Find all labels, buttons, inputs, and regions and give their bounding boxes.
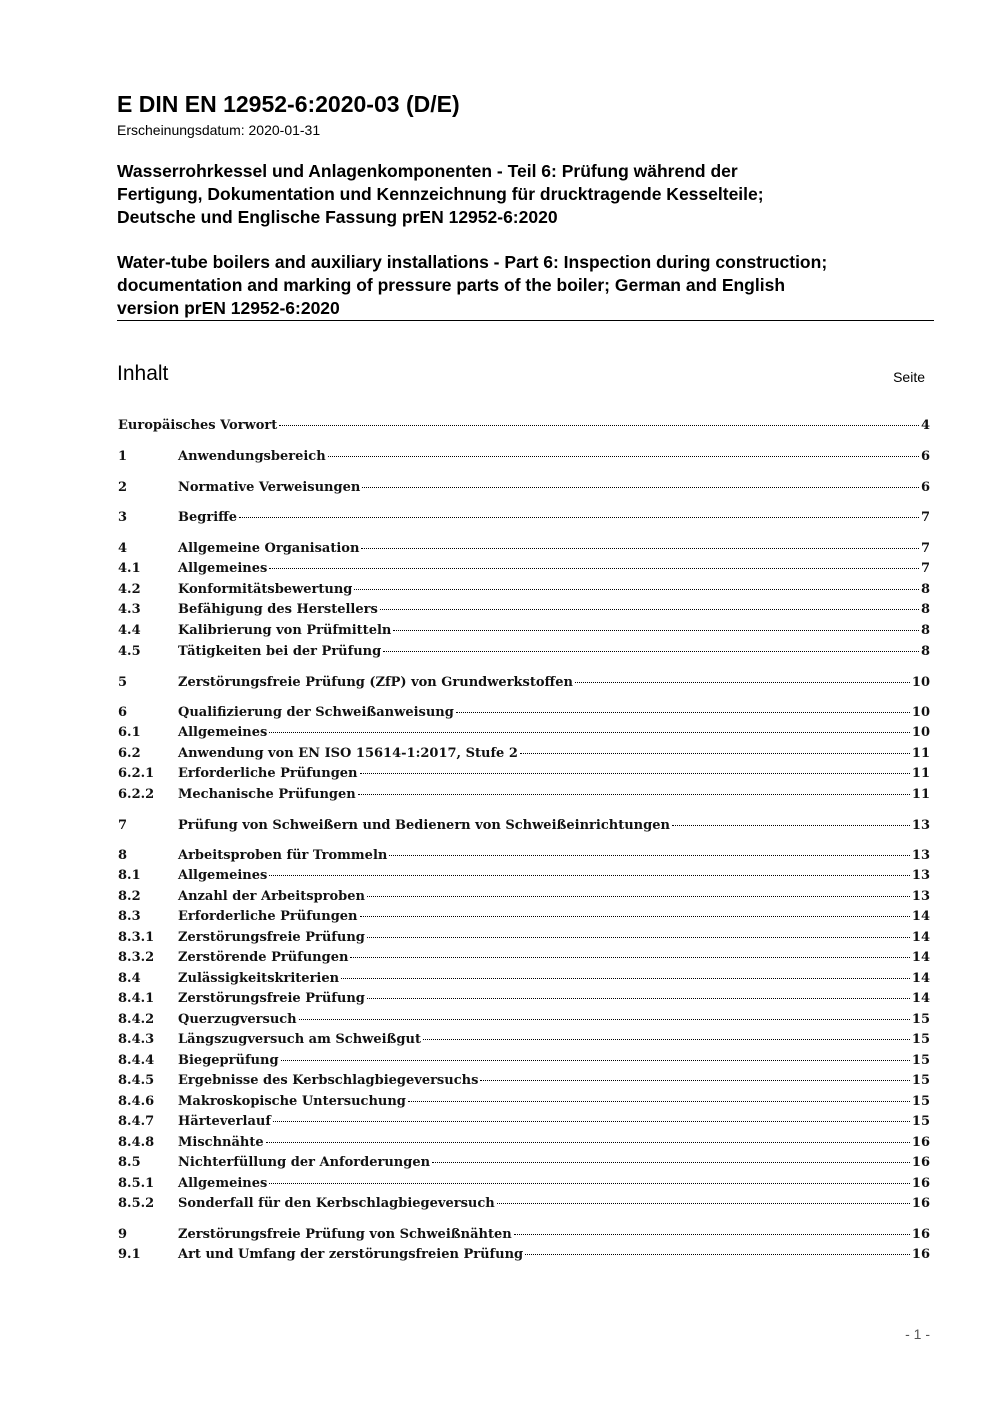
toc-entry-page: 13 — [911, 868, 930, 883]
toc-dot-leader — [360, 916, 910, 917]
toc-dot-leader — [354, 589, 919, 590]
toc-entry[interactable] — [118, 1092, 930, 1112]
toc-entry-number: 6 — [118, 705, 128, 720]
toc-entry-number: 8.3 — [118, 909, 141, 924]
toc-dot-leader — [380, 609, 919, 610]
toc-entry-page: 10 — [911, 725, 930, 740]
toc-entry-title: Befähigung des Herstellers — [178, 602, 378, 617]
toc-entry-page: 6 — [920, 449, 930, 464]
toc-dot-leader — [350, 957, 909, 958]
toc-entry-title: Allgemeines — [178, 868, 268, 883]
toc-entry-number: 9.1 — [118, 1247, 141, 1262]
toc-entry-number: 8.4.4 — [118, 1053, 155, 1068]
toc-entry-page: 6 — [920, 480, 930, 495]
toc-entry[interactable] — [118, 887, 930, 907]
toc-entry[interactable] — [118, 846, 930, 866]
toc-entry[interactable] — [118, 673, 930, 693]
toc-entry-title: Europäisches Vorwort — [118, 418, 278, 433]
toc-entry-title: Allgemeines — [178, 725, 268, 740]
toc-entry-number: 8.4.8 — [118, 1135, 155, 1150]
toc-dot-leader — [393, 630, 919, 631]
toc-entry-page: 16 — [911, 1247, 930, 1262]
toc-dot-leader — [480, 1080, 910, 1081]
toc-entry-title: Tätigkeiten bei der Prüfung — [178, 644, 382, 659]
toc-dot-leader — [341, 978, 910, 979]
toc-entry[interactable] — [118, 1133, 930, 1153]
toc-entry-page: 7 — [920, 561, 930, 576]
subtitle-german-line: Deutsche und Englische Fassung prEN 12952-6:2020 — [117, 207, 558, 227]
toc-entry-number: 8 — [118, 848, 128, 863]
toc-entry-title: Allgemeine Organisation — [178, 541, 360, 556]
toc-entry[interactable] — [118, 1174, 930, 1194]
toc-dot-leader — [367, 937, 910, 938]
toc-entry-title: Erforderliche Prüfungen — [178, 909, 358, 924]
toc-entry-title: Allgemeines — [178, 561, 268, 576]
toc-entry-title: Zulässigkeitskriterien — [178, 971, 340, 986]
toc-entry-title: Ergebnisse des Kerbschlagbiegeversuchs — [178, 1073, 479, 1088]
toc-entry[interactable] — [118, 785, 930, 805]
toc-entry-page: 15 — [911, 1073, 930, 1088]
toc-entry[interactable] — [118, 744, 930, 764]
toc-entry-title: Allgemeines — [178, 1176, 268, 1191]
toc-entry[interactable] — [118, 703, 930, 723]
toc-dot-leader — [389, 855, 910, 856]
toc-entry[interactable] — [118, 1245, 930, 1265]
toc-entry-title: Sonderfall für den Kerbschlagbiegeversuch — [178, 1196, 495, 1211]
toc-entry-page: 15 — [911, 1032, 930, 1047]
subtitle-german-line: Fertigung, Dokumentation und Kennzeichnung für drucktragende Kesselteile; — [117, 184, 764, 204]
toc-entry-title: Prüfung von Schweißern und Bedienern von Schweißeinrichtungen — [178, 818, 670, 833]
toc-entry-page: 8 — [920, 582, 930, 597]
toc-entry-number: 4.3 — [118, 602, 141, 617]
toc-dot-leader — [360, 773, 910, 774]
toc-entry[interactable] — [118, 1153, 930, 1173]
toc-entry-title: Begriffe — [178, 510, 238, 525]
toc-entry-title: Art und Umfang der zerstörungsfreien Prüfung — [178, 1247, 524, 1262]
toc-entry-page: 16 — [911, 1176, 930, 1191]
toc-entry-page: 8 — [920, 602, 930, 617]
toc-entry-page: 10 — [911, 675, 930, 690]
toc-entry-number: 8.2 — [118, 889, 141, 904]
toc-entry-title: Mischnähte — [178, 1135, 264, 1150]
toc-entry[interactable] — [118, 948, 930, 968]
toc-entry-page: 15 — [911, 1114, 930, 1129]
toc-entry-title: Zerstörungsfreie Prüfung (ZfP) von Grundwerkstoffen — [178, 675, 573, 690]
toc-entry-page: 10 — [911, 705, 930, 720]
toc-dot-leader — [525, 1254, 910, 1255]
toc-entry-title: Anwendungsbereich — [178, 449, 326, 464]
toc-dot-leader — [497, 1203, 910, 1204]
toc-entry[interactable] — [118, 907, 930, 927]
toc-entry-title: Biegeprüfung — [178, 1053, 279, 1068]
toc-entry[interactable] — [118, 969, 930, 989]
toc-entry-title: Nichterfüllung der Anforderungen — [178, 1155, 431, 1170]
toc-page-column-label: Seite — [893, 369, 925, 385]
toc-entry-title: Anwendung von EN ISO 15614-1:2017, Stufe 2 — [178, 746, 518, 761]
toc-entry[interactable] — [118, 478, 930, 498]
toc-entry-page: 15 — [911, 1094, 930, 1109]
toc-entry-number: 8.5 — [118, 1155, 141, 1170]
toc-entry[interactable] — [118, 1194, 930, 1214]
toc-entry-number: 4.1 — [118, 561, 141, 576]
toc-entry-number: 5 — [118, 675, 128, 690]
toc-entry-page: 7 — [920, 541, 930, 556]
toc-dot-leader — [358, 794, 910, 795]
toc-entry-page: 8 — [920, 623, 930, 638]
toc-entry-title: Qualifizierung der Schweißanweisung — [178, 705, 454, 720]
toc-entry-number: 6.2.1 — [118, 766, 155, 781]
toc-dot-leader — [367, 896, 910, 897]
toc-entry-title: Konformitätsbewertung — [178, 582, 353, 597]
toc-entry-page: 14 — [911, 991, 930, 1006]
toc-entry-page: 15 — [911, 1012, 930, 1027]
toc-dot-leader — [575, 682, 910, 683]
toc-entry[interactable] — [118, 1071, 930, 1091]
toc-entry-title: Mechanische Prüfungen — [178, 787, 356, 802]
toc-dot-leader — [269, 875, 910, 876]
toc-entry-title: Zerstörungsfreie Prüfung — [178, 930, 365, 945]
toc-entry-number: 8.3.1 — [118, 930, 155, 945]
toc-entry-number: 3 — [118, 510, 128, 525]
toc-entry-page: 14 — [911, 909, 930, 924]
toc-dot-leader — [520, 753, 910, 754]
toc-entry-page: 16 — [911, 1135, 930, 1150]
toc-entry-page: 14 — [911, 950, 930, 965]
toc-entry-number: 8.3.2 — [118, 950, 155, 965]
toc-entry[interactable] — [118, 723, 930, 743]
subtitle-english-line: version prEN 12952-6:2020 — [117, 298, 340, 318]
toc-entry-number: 4.5 — [118, 644, 141, 659]
toc-dot-leader — [423, 1039, 910, 1040]
toc-entry-page: 7 — [920, 510, 930, 525]
toc-dot-leader — [279, 425, 919, 426]
toc-entry-number: 8.4.5 — [118, 1073, 155, 1088]
toc-dot-leader — [266, 1142, 910, 1143]
publication-date: Erscheinungsdatum: 2020-01-31 — [117, 122, 321, 138]
toc-entry-title: Arbeitsproben für Trommeln — [178, 848, 388, 863]
subtitle-english-line: documentation and marking of pressure parts of the boiler; German and English — [117, 275, 786, 295]
subtitle-english — [117, 251, 937, 320]
toc-entry-number: 6.1 — [118, 725, 141, 740]
toc-entry[interactable] — [118, 1112, 930, 1132]
toc-entry-title: Zerstörungsfreie Prüfung — [178, 991, 365, 1006]
page-number: - 1 - — [905, 1326, 930, 1342]
toc-entry[interactable] — [118, 866, 930, 886]
toc-entry-title: Längszugversuch am Schweißgut — [178, 1032, 421, 1047]
toc-entry-number: 8.5.1 — [118, 1176, 155, 1191]
toc-entry-title: Normative Verweisungen — [178, 480, 361, 495]
toc-entry-number: 4.4 — [118, 623, 141, 638]
toc-entry-number: 8.4.3 — [118, 1032, 155, 1047]
toc-entry-title: Erforderliche Prüfungen — [178, 766, 358, 781]
toc-entry[interactable] — [118, 1010, 930, 1030]
toc-entry[interactable] — [118, 928, 930, 948]
toc-entry-page: 13 — [911, 848, 930, 863]
toc-entry-page: 14 — [911, 930, 930, 945]
toc-dot-leader — [367, 998, 910, 999]
toc-entry-number: 8.4.7 — [118, 1114, 155, 1129]
toc-entry-number: 4.2 — [118, 582, 141, 597]
toc-entry-number: 8.5.2 — [118, 1196, 155, 1211]
toc-dot-leader — [362, 487, 919, 488]
subtitle-english-line: Water-tube boilers and auxiliary installations - Part 6: Inspection during construction; — [117, 252, 828, 272]
toc-entry-page: 11 — [911, 746, 930, 761]
toc-entry-page: 8 — [920, 644, 930, 659]
toc-entry[interactable] — [118, 580, 930, 600]
toc-dot-leader — [456, 712, 910, 713]
toc-entry[interactable] — [118, 816, 930, 836]
toc-entry[interactable] — [118, 989, 930, 1009]
toc-entry-number: 6.2.2 — [118, 787, 155, 802]
toc-entry-number: 8.4 — [118, 971, 141, 986]
toc-heading: Inhalt — [117, 362, 169, 385]
toc-dot-leader — [269, 568, 919, 569]
toc-entry-number: 8.4.6 — [118, 1094, 155, 1109]
toc-entry[interactable] — [118, 447, 930, 467]
toc-entry-page: 15 — [911, 1053, 930, 1068]
toc-dot-leader — [299, 1019, 910, 1020]
toc-entry-number: 8.4.1 — [118, 991, 155, 1006]
toc-dot-leader — [383, 651, 919, 652]
toc-entry-number: 7 — [118, 818, 128, 833]
toc-entry[interactable] — [118, 1051, 930, 1071]
toc-entry-number: 1 — [118, 449, 128, 464]
toc-dot-leader — [269, 1183, 910, 1184]
toc-dot-leader — [432, 1162, 910, 1163]
toc-dot-leader — [514, 1234, 910, 1235]
subtitle-german-line: Wasserrohrkessel und Anlagenkomponenten - Teil 6: Prüfung während der — [117, 161, 738, 181]
document-title: E DIN EN 12952-6:2020-03 (D/E) — [117, 91, 460, 117]
toc-entry-page: 11 — [911, 766, 930, 781]
toc-entry-title: Härteverlauf — [178, 1114, 271, 1129]
toc-entry[interactable] — [118, 642, 930, 662]
toc-entry-number: 8.1 — [118, 868, 141, 883]
toc-entry-page: 14 — [911, 971, 930, 986]
toc-entry-title: Zerstörungsfreie Prüfung von Schweißnähten — [178, 1227, 512, 1242]
toc-dot-leader — [361, 548, 919, 549]
toc-entry-title: Kalibrierung von Prüfmitteln — [178, 623, 392, 638]
toc-entry-number: 4 — [118, 541, 128, 556]
toc-entry-page: 16 — [911, 1227, 930, 1242]
toc-entry-number: 9 — [118, 1227, 128, 1242]
toc-entry[interactable] — [118, 1225, 930, 1245]
toc-entry[interactable] — [118, 508, 930, 528]
toc-entry[interactable] — [118, 1030, 930, 1050]
toc-dot-leader — [408, 1101, 910, 1102]
toc-entry-page: 16 — [911, 1155, 930, 1170]
toc-entry-title: Querzugversuch — [178, 1012, 297, 1027]
toc-entry-page: 11 — [911, 787, 930, 802]
toc-entry[interactable] — [118, 621, 930, 641]
toc-dot-leader — [273, 1121, 910, 1122]
toc-entry-page: 13 — [911, 889, 930, 904]
toc-dot-leader — [239, 517, 919, 518]
toc-entry[interactable] — [118, 416, 930, 436]
subtitle-german — [117, 160, 937, 229]
toc-dot-leader — [672, 825, 910, 826]
toc-entry[interactable] — [118, 764, 930, 784]
toc-dot-leader — [269, 732, 910, 733]
toc-dot-leader — [328, 456, 919, 457]
toc-entry-number: 8.4.2 — [118, 1012, 155, 1027]
toc-entry[interactable] — [118, 559, 930, 579]
toc-entry[interactable] — [118, 539, 930, 559]
toc-entry-page: 16 — [911, 1196, 930, 1211]
toc-entry-number: 2 — [118, 480, 128, 495]
toc-entry-title: Anzahl der Arbeitsproben — [178, 889, 365, 904]
header-divider — [117, 320, 934, 321]
toc-entry[interactable] — [118, 600, 930, 620]
toc-entry-title: Zerstörende Prüfungen — [178, 950, 349, 965]
toc-entry-page: 4 — [920, 418, 930, 433]
toc-dot-leader — [281, 1060, 910, 1061]
toc-entry-page: 13 — [911, 818, 930, 833]
toc-entry-number: 6.2 — [118, 746, 141, 761]
toc-entry-title: Makroskopische Untersuchung — [178, 1094, 406, 1109]
